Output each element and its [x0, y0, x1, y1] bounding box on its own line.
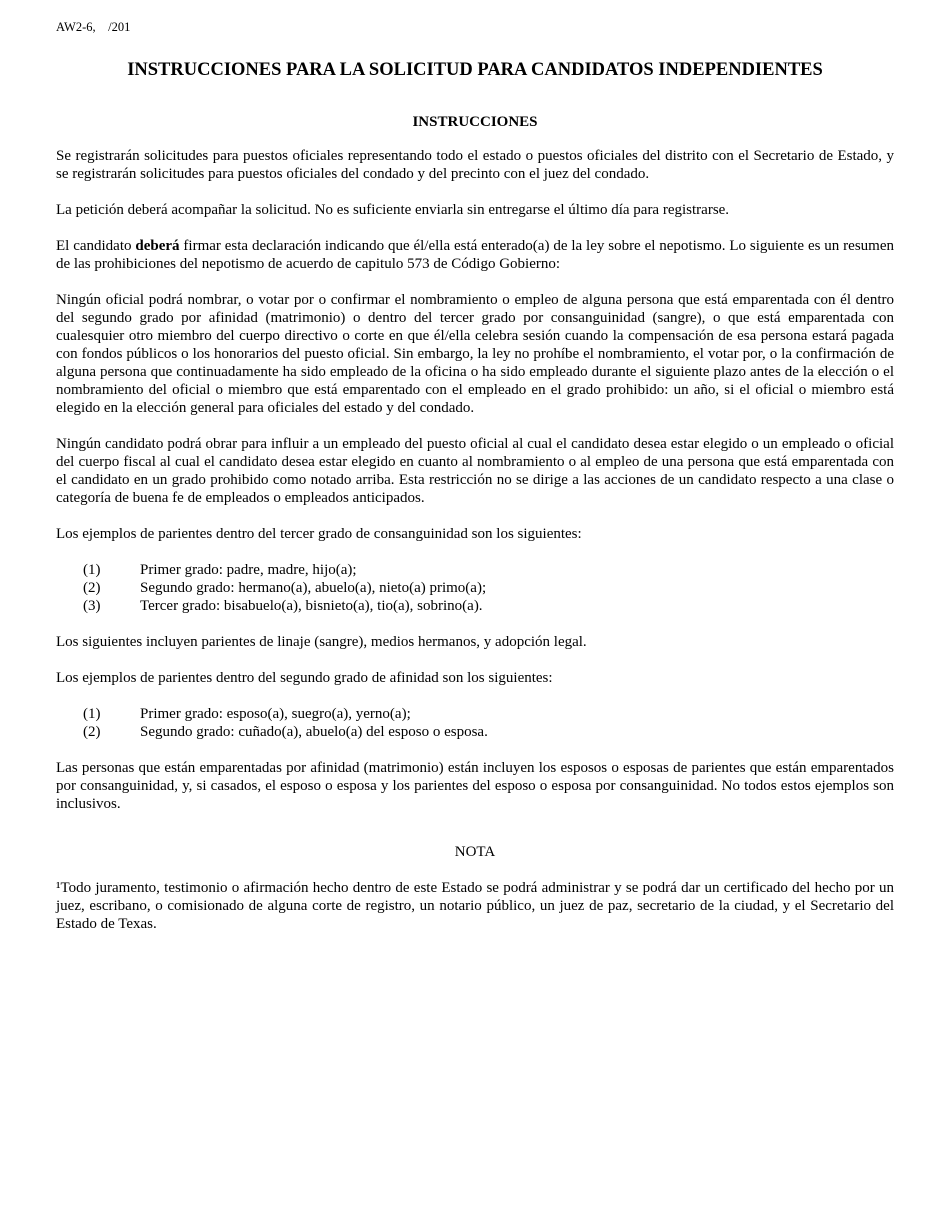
list-item-number: (1) [83, 706, 101, 723]
list-item-text: Tercer grado: bisabuelo(a), bisnieto(a), tio(a), sobrino(a). [140, 598, 483, 615]
note-heading: NOTA [454, 844, 496, 861]
list-item-number: (1) [83, 562, 101, 579]
list-item [83, 579, 894, 597]
affinity-detail-paragraph: Las personas que están emparentadas por afinidad (matrimonio) están incluyen los esposos o esposas de parientes que están emparentados por consanguinidad, y, si casados, el esposo o esposa y los parientes del esposo o esposa por consanguinidad. No todos estos ejemplos son inclusivos. [56, 760, 894, 813]
filing-paragraph: Se registrarán solicitudes para puestos oficiales representando todo el estado o puestos oficiales del distrito con el Secretario de Estado, y se registrarán solicitudes para puestos oficiales del condado y del precinto con el juez del condado. [56, 148, 894, 183]
candidate-suffix: firmar esta declaración indicando que él/ella está enterado(a) de la ley sobre el nepotismo. Lo siguiente es un resumen de las prohibiciones del nepotismo de acuerdo de capitulo 573 de Código Gobierno: [56, 238, 894, 273]
candidate-paragraph [56, 237, 894, 273]
list-item-text: Segundo grado: hermano(a), abuelo(a), nieto(a) primo(a); [140, 580, 487, 597]
candidate-prefix: El candidato [56, 238, 136, 255]
list-item-text: Segundo grado: cuñado(a), abuelo(a) del esposo o esposa. [140, 724, 488, 741]
affinity-list [83, 705, 894, 741]
list-item [83, 561, 894, 579]
form-id: AW2-6, /201 [56, 20, 131, 34]
petition-paragraph: La petición deberá acompañar la solicitud. No es suficiente enviarla sin entregarse el último día para registrarse. [56, 202, 730, 219]
candidate-rule-paragraph: Ningún candidato podrá obrar para influir a un empleado del puesto oficial al cual el candidato desea estar elegido o un empleado o oficial del cuerpo fiscal al cual el candidato desea estar elegido en cuanto al nombramiento o al empleo de una persona que está emparentada con el candidato en un grado prohibido como notado arriba. Esta restricción no se dirige a las acciones de un candidato respecto a una clase o categoría de buena fe de empleados o empleados anticipados. [56, 436, 894, 507]
note-text: ¹Todo juramento, testimonio o afirmación hecho dentro de este Estado se podrá administrar y se podrá dar un certificado del hecho por un juez, escribano, o comisionado de alguna corte de registro, un notario público, un juez de paz, secretario de la ciudad, y el Secretario del Estado de Texas. [56, 880, 894, 933]
affinity-intro: Los ejemplos de parientes dentro del segundo grado de afinidad son los siguientes: [56, 670, 553, 687]
list-item [83, 597, 894, 615]
lineage-paragraph: Los siguientes incluyen parientes de linaje (sangre), medios hermanos, y adopción legal. [56, 634, 587, 651]
page-title: INSTRUCCIONES PARA LA SOLICITUD PARA CANDIDATOS INDEPENDIENTES [127, 60, 823, 80]
official-rule-paragraph: Ningún oficial podrá nombrar, o votar por o confirmar el nombramiento o empleo de alguna persona que está emparentada con él dentro del segundo grado por afinidad (matrimonio) o dentro del tercer grado por consanguinidad (sangre), o que está emparentada con cualesquier otro miembro del cuerpo directivo o corte en que él/ella celebra sesión cuando la compensación de esa persona estará pagada con fondos públicos o los honorarios del puesto oficial. Sin embargo, la ley no prohíbe el nombramiento, el votar por, o la confirmación de alguna persona que continuadamente ha sido empleado de la oficina o ha sido empleado durante el siguiente plazo antes de la elección o el nombramiento del oficial o miembro que está emparentado con el empleado en el grado prohibido: un año, si el oficial o miembro está elegido en la elección general para oficiales del estado y del condado. [56, 292, 894, 417]
consanguinity-intro: Los ejemplos de parientes dentro del tercer grado de consanguinidad son los siguientes: [56, 526, 582, 543]
list-item [83, 705, 894, 723]
list-item-text: Primer grado: padre, madre, hijo(a); [140, 562, 357, 579]
consanguinity-list [83, 561, 894, 615]
list-item-number: (2) [83, 580, 101, 597]
list-item [83, 723, 894, 741]
section-heading: INSTRUCCIONES [412, 114, 538, 131]
list-item-text: Primer grado: esposo(a), suegro(a), yerno(a); [140, 706, 411, 723]
list-item-number: (2) [83, 724, 101, 741]
list-item-number: (3) [83, 598, 101, 615]
candidate-emphasis: deberá [135, 238, 180, 255]
